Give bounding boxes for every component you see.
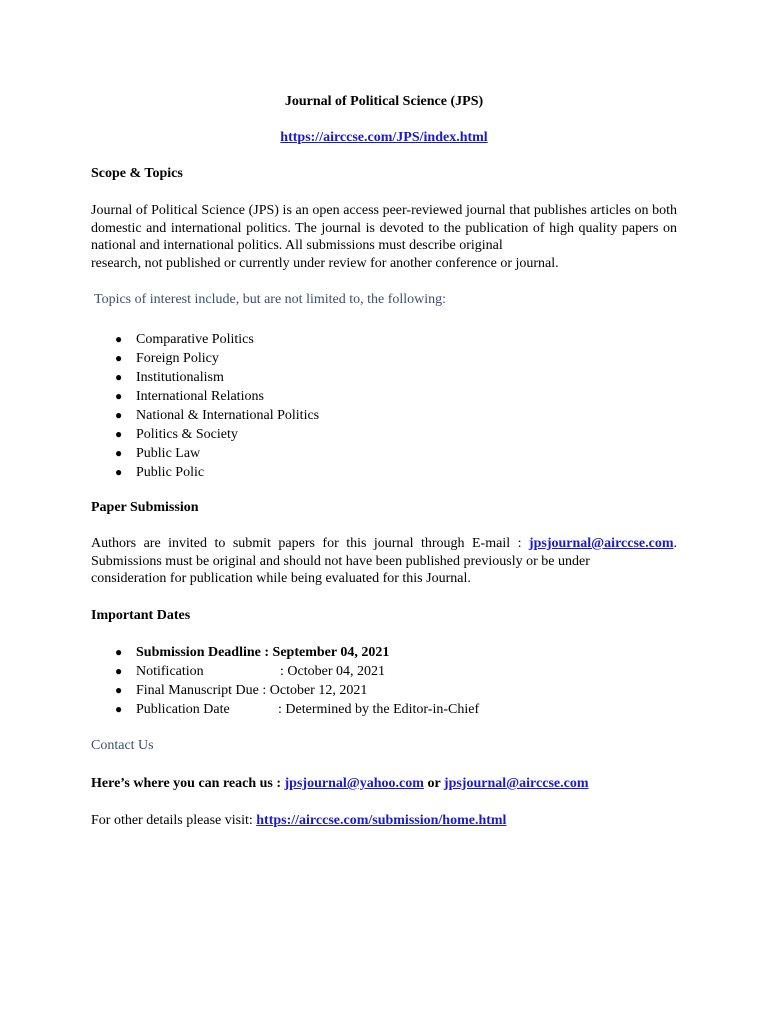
contact-email-yahoo-link[interactable]: jpsjournal@yahoo.com bbox=[284, 776, 424, 791]
contact-reach-line bbox=[91, 775, 588, 793]
bullet-icon: ● bbox=[115, 351, 123, 365]
bullet-icon: ● bbox=[115, 408, 123, 422]
topic-item: ● Public Law bbox=[115, 446, 201, 461]
visit-text: For other details please visit: bbox=[91, 813, 257, 828]
date-item-deadline: ● Submission Deadline : September 04, 2021 bbox=[115, 645, 390, 660]
submission-text-before: Authors are invited to submit papers for this journal through E-mail : bbox=[91, 536, 529, 551]
submission-paragraph bbox=[91, 535, 677, 588]
visit-url-link[interactable]: https://airccse.com/submission/home.html bbox=[256, 813, 507, 828]
topics-intro: Topics of interest include, but are not limited to, the following: bbox=[94, 292, 447, 307]
date-item-notification: ● Notification : October 04, 2021 bbox=[115, 664, 385, 679]
journal-url-line bbox=[91, 129, 677, 147]
topic-item: ● Comparative Politics bbox=[115, 332, 254, 347]
bullet-icon: ● bbox=[115, 370, 123, 384]
topic-item: ● Public Polic bbox=[115, 465, 205, 480]
bullet-icon: ● bbox=[115, 465, 123, 479]
topic-item: ● National & International Politics bbox=[115, 408, 320, 423]
bullet-icon: ● bbox=[115, 427, 123, 441]
contact-reach-text: Here’s where you can reach us : bbox=[91, 776, 285, 791]
bullet-icon: ● bbox=[115, 664, 123, 678]
visit-line bbox=[91, 812, 506, 830]
bullet-icon: ● bbox=[115, 683, 123, 697]
topic-item: ● Foreign Policy bbox=[115, 351, 219, 366]
bullet-icon: ● bbox=[115, 446, 123, 460]
submission-heading: Paper Submission bbox=[91, 500, 199, 515]
submission-email-link[interactable]: jpsjournal@airccse.com bbox=[528, 536, 674, 551]
topic-item: ● International Relations bbox=[115, 389, 264, 404]
journal-url-link[interactable]: https://airccse.com/JPS/index.html bbox=[280, 130, 488, 145]
journal-title: Journal of Political Science (JPS) bbox=[284, 94, 484, 109]
topic-item: ● Institutionalism bbox=[115, 370, 224, 385]
bullet-icon: ● bbox=[115, 389, 123, 403]
contact-email-airccse-link[interactable]: jpsjournal@airccse.com bbox=[443, 776, 589, 791]
scope-heading: Scope & Topics bbox=[91, 166, 183, 181]
scope-paragraph-last: research, not published or currently under review for another conference or journal. bbox=[91, 255, 559, 271]
dates-heading: Important Dates bbox=[91, 608, 191, 623]
scope-paragraph bbox=[91, 202, 677, 272]
scope-paragraph-text: Journal of Political Science (JPS) is an open access peer-reviewed journal that publishes articles on both domestic and international politics. The journal is devoted to the publication of high quality papers on national and international politics. All submissions must describe original bbox=[91, 203, 677, 254]
dates-list bbox=[91, 643, 479, 719]
topics-list bbox=[91, 330, 319, 482]
date-item-publication: ● Publication Date : Determined by the Editor-in-Chief bbox=[115, 702, 480, 717]
submission-text-last: consideration for publication while being evaluated for this Journal. bbox=[91, 571, 471, 587]
bullet-icon: ● bbox=[115, 645, 123, 659]
bullet-icon: ● bbox=[115, 702, 123, 716]
contact-heading: Contact Us bbox=[91, 738, 154, 753]
submission-text-after: . Submissions must be original and should not have been published previously or be under bbox=[91, 536, 677, 569]
contact-or-text: or bbox=[423, 776, 444, 791]
bullet-icon: ● bbox=[115, 332, 123, 346]
topic-item: ● Politics & Society bbox=[115, 427, 238, 442]
date-item-final-manuscript: ● Final Manuscript Due : October 12, 2021 bbox=[115, 683, 368, 698]
